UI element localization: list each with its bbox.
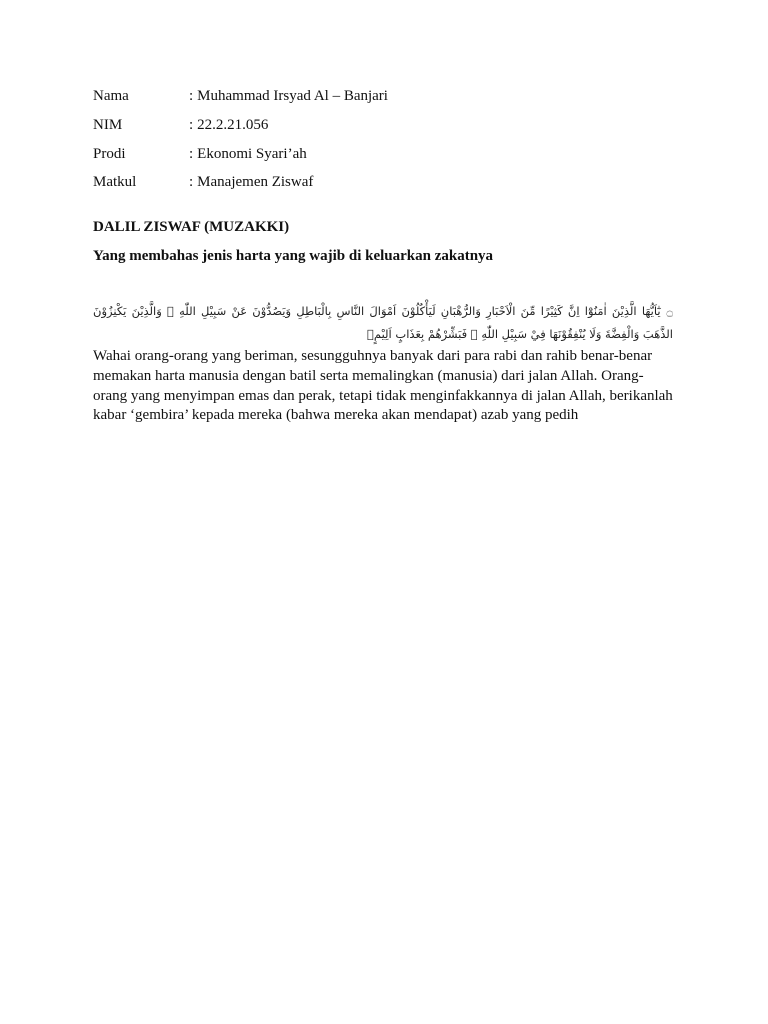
info-separator: : bbox=[189, 174, 194, 191]
info-value: Manajemen Ziswaf bbox=[197, 174, 314, 191]
info-row-nama bbox=[93, 86, 673, 106]
arabic-verse bbox=[93, 300, 673, 345]
section-subheading: Yang membahas jenis harta yang wajib di keluarkan zakatnya bbox=[93, 248, 494, 265]
info-row-prodi bbox=[93, 144, 673, 164]
student-info bbox=[93, 86, 673, 192]
arabic-verse-text: يٰٓاَيُّهَا الَّذِيْنَ اٰمَنُوْٓا اِنَّ كَثِيْرًا مِّنَ الْاَحْبَارِ وَالرُّهْبَانِ لَيَأْكُلُوْنَ اَمْوَالَ النَّاسِ بِالْبَاطِلِ وَيَصُدُّوْنَ عَنْ سَبِيْلِ اللّٰهِ ۗ وَالَّذِيْنَ يَكْنِزُوْنَ الذَّهَبَ وَالْفِضَّةَ وَلَا يُنْفِقُوْنَهَا فِيْ سَبِيْلِ اللّٰهِ ۙ فَبَشِّرْهُمْ بِعَذَابٍ اَلِيْمٍۙ bbox=[93, 304, 673, 342]
info-row-nim bbox=[93, 115, 673, 135]
verse-translation: Wahai orang-orang yang beriman, sesungguhnya banyak dari para rabi dan rahib benar-benar memakan harta manusia dengan batil serta memalingkan (manusia) dari jalan Allah. Orang-orang yang menyimpan emas dan perak, tetapi tidak menginfakkannya di jalan Allah, berikanlah kabar ‘gembira’ kepada mereka (bahwa mereka akan mendapat) azab yang pedih bbox=[93, 348, 673, 424]
info-separator: : bbox=[189, 116, 194, 133]
document-page bbox=[93, 86, 673, 426]
section-heading: DALIL ZISWAF (MUZAKKI) bbox=[93, 219, 290, 236]
info-label: Matkul bbox=[93, 174, 137, 191]
info-label: NIM bbox=[93, 116, 123, 133]
info-value: Ekonomi Syari’ah bbox=[197, 145, 307, 162]
info-value: 22.2.21.056 bbox=[197, 116, 269, 133]
info-value: Muhammad Irsyad Al – Banjari bbox=[197, 88, 388, 104]
info-label: Nama bbox=[93, 88, 129, 104]
info-separator: : bbox=[189, 145, 194, 162]
info-separator: : bbox=[189, 88, 194, 104]
info-row-matkul bbox=[93, 172, 673, 192]
verse-mark-icon: ۝ bbox=[666, 305, 673, 319]
info-label: Prodi bbox=[93, 145, 126, 162]
